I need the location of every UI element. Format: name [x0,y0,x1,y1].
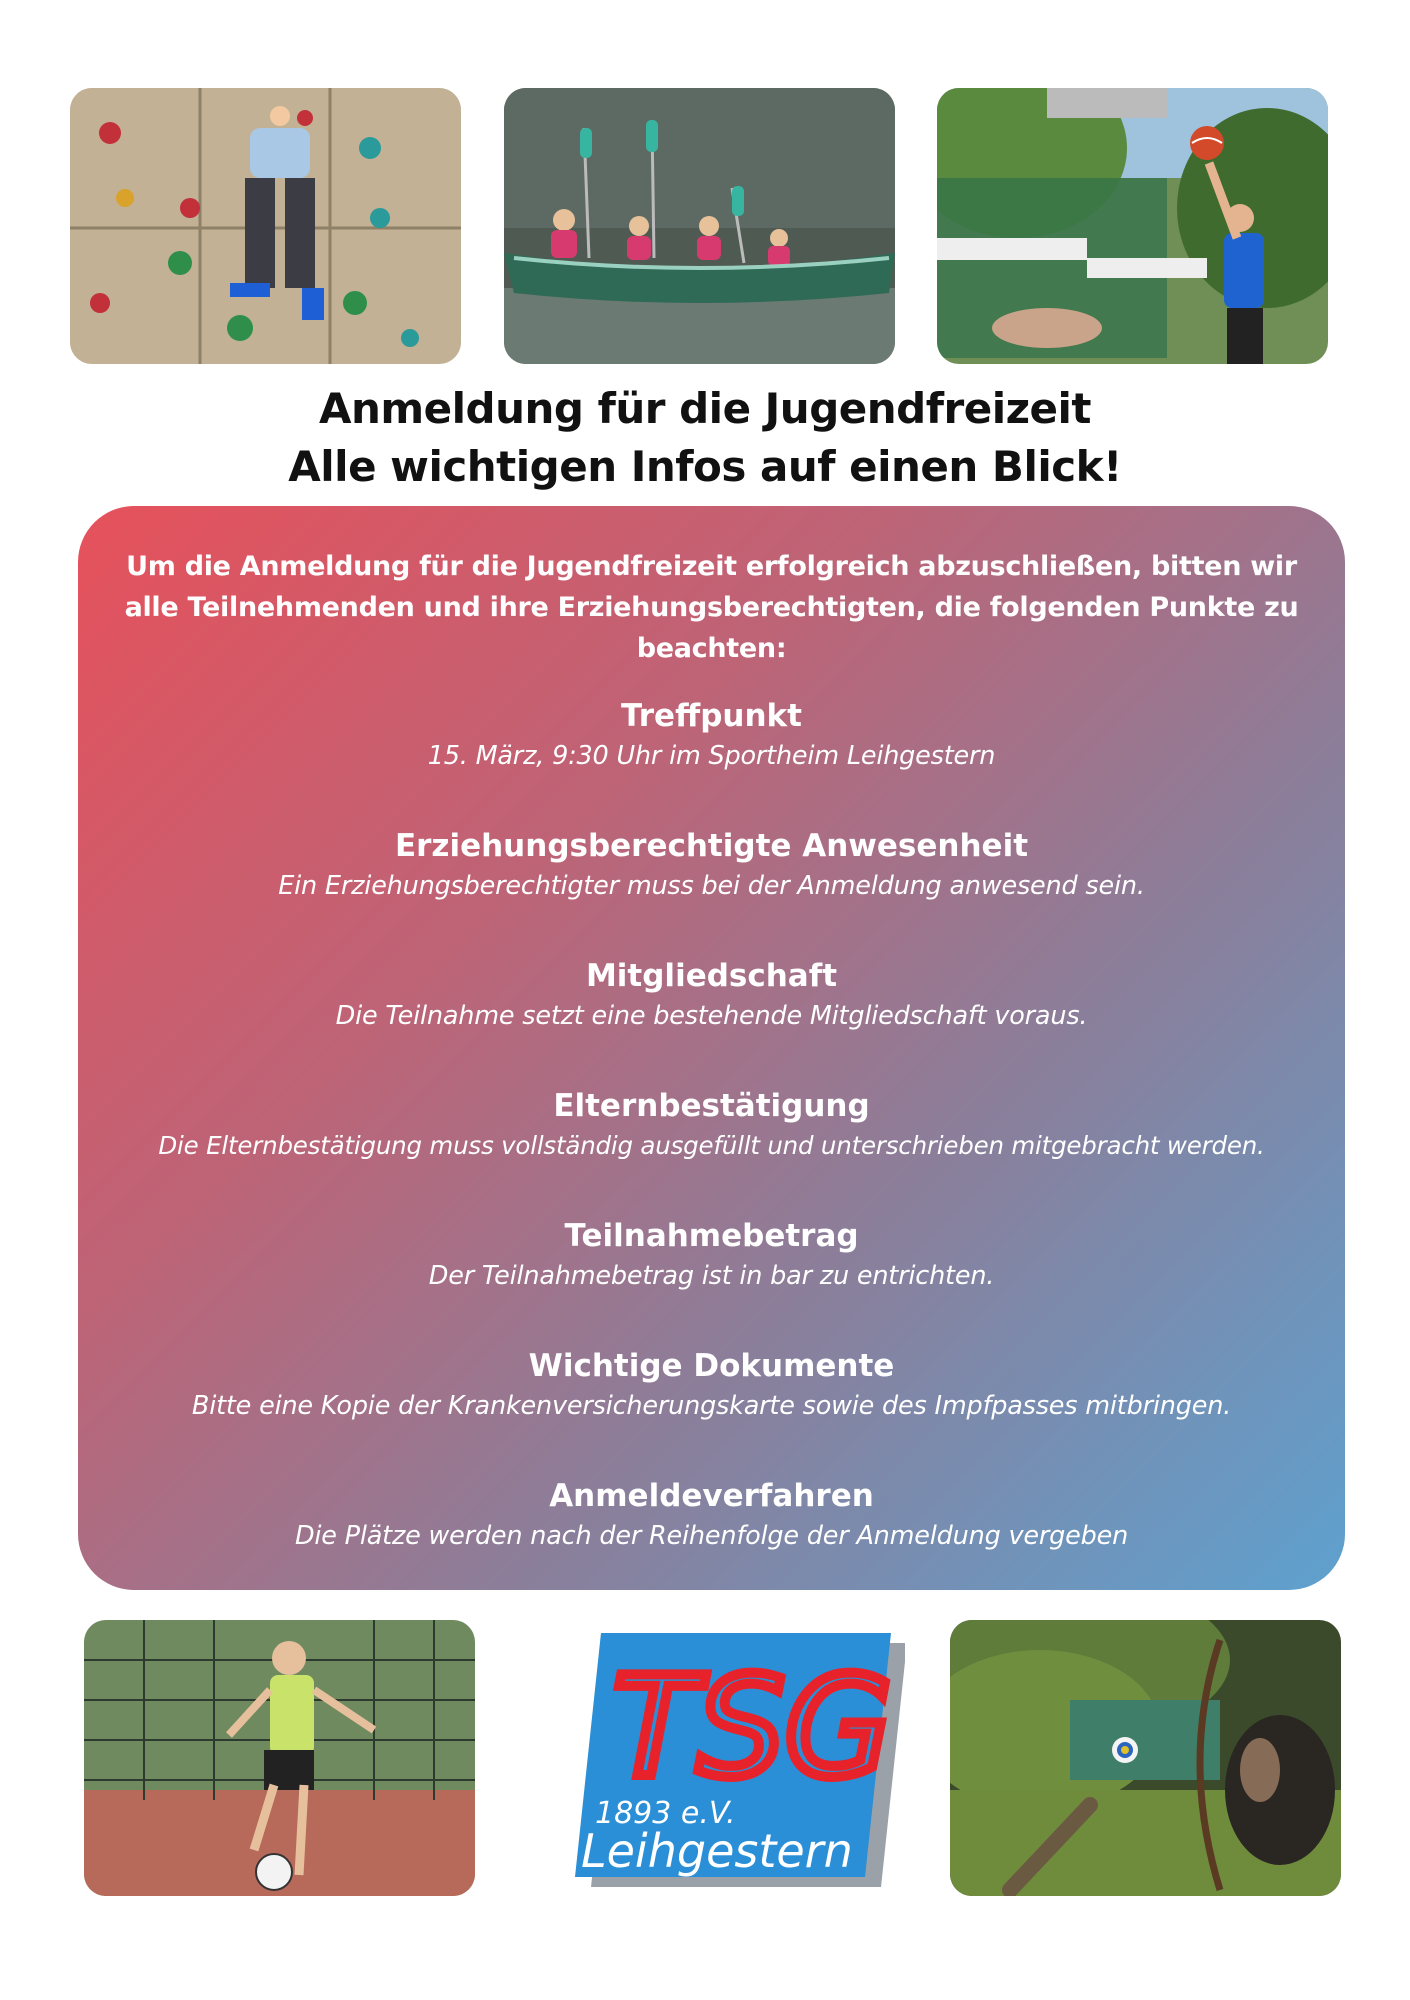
info-item-mitgliedschaft [78,956,1345,1036]
logo-letters: TSG [613,1647,892,1808]
info-item-treffpunkt [78,696,1345,776]
photo-archery [950,1620,1341,1896]
intro-text: Um die Anmeldung für die Jugendfreizeit erfolgreich abzuschließen, bitten wir alle Teilnehmenden und ihre Erziehungsberechtigten, die folgenden Punkte zu beachten: [124,551,1299,664]
info-item-text: Der Teilnahmebetrag ist in bar zu entrichten. [428,1261,995,1291]
logo-year: 1893 e.V. [595,1796,736,1831]
page-title [0,380,1410,496]
info-item-heading: Wichtige Dokumente [528,1348,895,1384]
info-item-teilnahmebetrag [78,1216,1345,1296]
tsg-logo [555,1625,905,1895]
info-item-heading: Mitgliedschaft [585,958,838,994]
title-line-1: Anmeldung für die Jugendfreizeit [319,384,1091,433]
info-item-heading: Teilnahmebetrag [564,1218,859,1254]
info-item-text: Die Plätze werden nach der Reihenfolge der Anmeldung vergeben [294,1521,1129,1551]
photo-canoe [504,88,895,364]
info-item-text: Bitte eine Kopie der Krankenversicherungskarte sowie des Impfpasses mitbringen. [191,1391,1232,1421]
info-item-text: Die Teilnahme setzt eine bestehende Mitgliedschaft voraus. [335,1001,1088,1031]
title-line-2: Alle wichtigen Infos auf einen Blick! [288,442,1122,491]
info-item-heading: Elternbestätigung [553,1088,870,1124]
info-item-text: Die Elternbestätigung muss vollständig ausgefüllt und unterschrieben mitgebracht werden. [158,1131,1265,1160]
info-item-dokumente [78,1346,1345,1426]
photo-climbing [70,88,461,364]
info-item-anmeldeverfahren [78,1476,1345,1556]
info-item-heading: Erziehungsberechtigte Anwesenheit [394,828,1029,864]
info-panel [78,506,1345,1590]
info-item-heading: Treffpunkt [621,698,802,734]
photo-football [84,1620,475,1896]
info-item-heading: Anmeldeverfahren [549,1478,874,1514]
info-item-text: 15. März, 9:30 Uhr im Sportheim Leihgestern [427,741,996,771]
logo-town: Leihgestern [581,1824,853,1878]
info-item-text: Ein Erziehungsberechtigter muss bei der Anmeldung anwesend sein. [278,871,1145,901]
info-item-erziehungsberechtigte [78,826,1345,906]
info-item-elternbestaetigung [78,1086,1345,1166]
photo-basketball [937,88,1328,364]
